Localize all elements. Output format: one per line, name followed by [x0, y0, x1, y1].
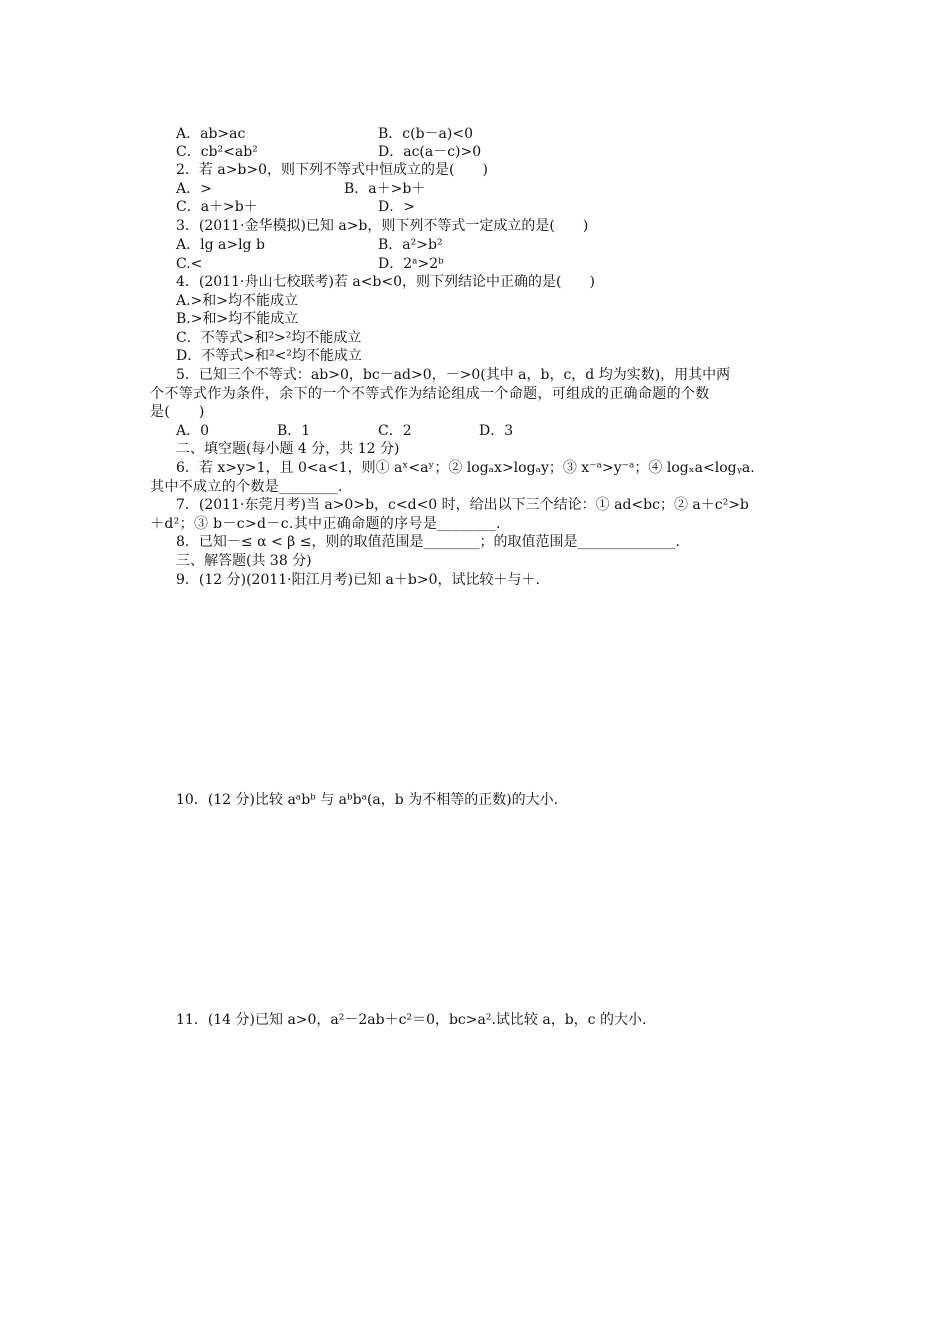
- q6-stem-line2: 其中不成立的个数是________.: [150, 479, 343, 495]
- q2-option-b: B．a＋>b＋: [344, 181, 426, 197]
- q5-stem-line3: 是( ): [150, 404, 205, 420]
- q1-option-c: C．cb²<ab²: [176, 144, 258, 160]
- q3-option-c: C.<: [176, 256, 203, 272]
- q5-stem-line1: 5．已知三个不等式：ab>0，bc－ad>0，－>0(其中 a，b，c，d 均为实数)，用其中两: [176, 367, 731, 383]
- q8-stem: 8．已知－≤ α < β ≤，则的取值范围是________；的取值范围是______________.: [176, 534, 680, 550]
- q3-option-b: B．a²>b²: [378, 237, 443, 253]
- q4-option-a: A.>和>均不能成立: [176, 293, 299, 309]
- q5-option-d: D．3: [479, 423, 514, 439]
- q3-option-d: D．2ᵃ>2ᵇ: [378, 256, 444, 272]
- q1-option-a: A．ab>ac: [176, 126, 246, 142]
- q2-option-a: A．>: [176, 181, 212, 197]
- q4-option-b: B.>和>均不能成立: [176, 311, 299, 327]
- section-fill-in-heading: 二、填空题(每小题 4 分，共 12 分): [176, 441, 400, 457]
- q3-stem: 3．(2011·金华模拟)已知 a>b，则下列不等式一定成立的是( ): [176, 218, 589, 234]
- q7-stem-line1: 7．(2011·东莞月考)当 a>0>b，c<d<0 时，给出以下三个结论：① ad<bc；② a＋c²>b: [176, 497, 749, 513]
- q1-option-b: B．c(b－a)<0: [378, 126, 473, 142]
- section-answer-heading: 三、解答题(共 38 分): [176, 553, 312, 569]
- q5-stem-line2: 个不等式作为条件，余下的一个不等式作为结论组成一个命题，可组成的正确命题的个数: [150, 386, 710, 402]
- q10-stem: 10．(12 分)比较 aᵃbᵇ 与 aᵇbᵃ(a，b 为不相等的正数)的大小.: [176, 792, 559, 808]
- q9-stem: 9．(12 分)(2011·阳江月考)已知 a＋b>0，试比较＋与＋.: [176, 572, 540, 588]
- q4-option-d: D．不等式>和²<²均不能成立: [176, 348, 362, 364]
- q4-stem: 4．(2011·舟山七校联考)若 a<b<0，则下列结论中正确的是( ): [176, 274, 595, 290]
- q7-stem-line2: ＋d²；③ b－c>d－c.其中正确命题的序号是________.: [150, 516, 501, 532]
- q6-stem-line1: 6．若 x>y>1，且 0<a<1，则① aˣ<aʸ；② logₐx>logₐy；③ x⁻ᵃ>y⁻ᵃ；④ logₓa<logᵧa.: [176, 460, 755, 476]
- q2-option-c: C．a＋>b＋: [176, 199, 258, 215]
- q2-option-d: D．>: [378, 199, 415, 215]
- q5-option-a: A．0: [176, 423, 210, 439]
- q1-option-d: D．ac(a－c)>0: [378, 144, 482, 160]
- q4-option-c: C．不等式>和²>²均不能成立: [176, 330, 362, 346]
- q5-option-b: B．1: [277, 423, 311, 439]
- q3-option-a: A．lg a>lg b: [176, 237, 265, 253]
- q2-stem: 2．若 a>b>0，则下列不等式中恒成立的是( ): [176, 162, 488, 178]
- q5-option-c: C．2: [378, 423, 412, 439]
- q11-stem: 11．(14 分)已知 a>0，a²－2ab＋c²＝0，bc>a².试比较 a，b，c 的大小.: [176, 1012, 647, 1028]
